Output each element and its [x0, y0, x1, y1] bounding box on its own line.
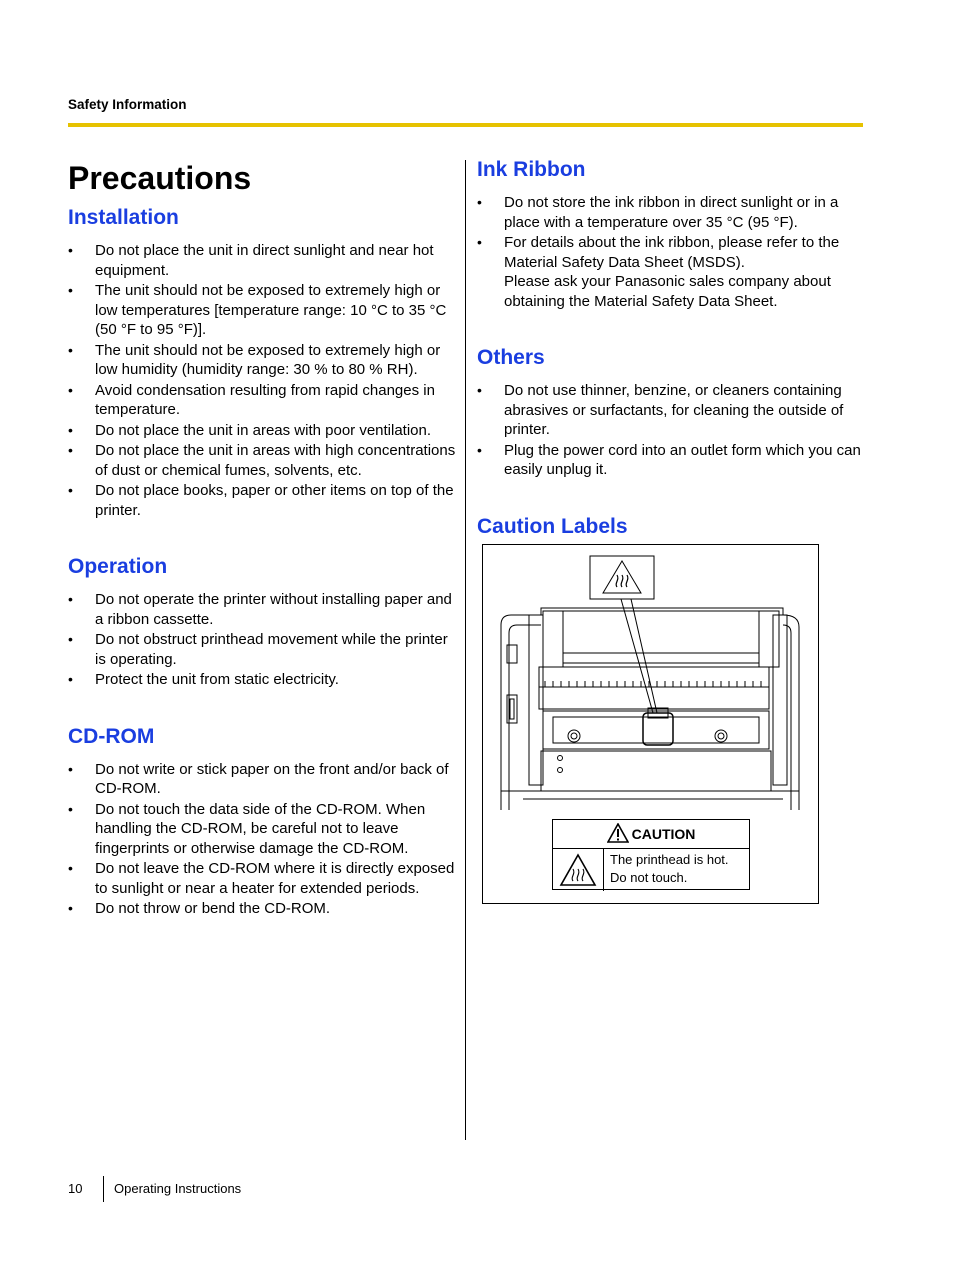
list-item: • Do not touch the data side of the CD-ROM. When handling the CD-ROM, be careful not to leave fingerprints or otherwise damage the CD-ROM.	[68, 800, 458, 859]
list-item: • The unit should not be exposed to extremely high or low temperatures [temperature range: 10 °C to 35 °C (50 °F to 95 °F)].	[68, 281, 458, 340]
hot-surface-warning-icon	[553, 849, 604, 891]
ink-ribbon-list	[477, 193, 869, 311]
installation-heading: Installation	[68, 206, 179, 229]
page-title: Precautions	[68, 160, 252, 196]
list-item: • Do not operate the printer without installing paper and a ribbon cassette.	[68, 590, 458, 629]
operation-heading: Operation	[68, 555, 168, 578]
list-item: • The unit should not be exposed to extremely high or low humidity (humidity range: 30 % to 80 % RH).	[68, 341, 458, 380]
footer-divider	[103, 1176, 104, 1202]
list-item: • Do not leave the CD-ROM where it is directly exposed to sunlight or near a heater for extended periods.	[68, 859, 458, 898]
list-item: • Do not place books, paper or other items on top of the printer.	[68, 481, 458, 520]
list-item: • Avoid condensation resulting from rapid changes in temperature.	[68, 381, 458, 420]
list-item: • For details about the ink ribbon, please refer to the Material Safety Data Sheet (MSDS). Please ask your Panasonic sales company about obtaining the Material Safety Data Sheet.	[477, 233, 869, 311]
footer-doc-title: Operating Instructions	[114, 1181, 242, 1196]
cdrom-heading: CD-ROM	[68, 724, 155, 748]
list-item: • Do not place the unit in direct sunlight and near hot equipment.	[68, 241, 458, 280]
caution-label-title: CAUTION	[631, 826, 696, 842]
others-list	[477, 381, 869, 480]
list-item: • Plug the power cord into an outlet form which you can easily unplug it.	[477, 441, 869, 480]
list-item: • Do not place the unit in areas with high concentrations of dust or chemical fumes, solvents, etc.	[68, 441, 458, 480]
list-item: • Do not use thinner, benzine, or cleaners containing abrasives or surfactants, for cleaning the outside of printer.	[477, 381, 869, 440]
warning-triangle-icon	[607, 823, 629, 846]
column-divider	[465, 160, 466, 1140]
list-item: • Protect the unit from static electricity.	[68, 670, 458, 690]
list-item: • Do not obstruct printhead movement while the printer is operating.	[68, 630, 458, 669]
operation-list	[68, 590, 458, 690]
right-column	[477, 156, 869, 550]
ink-ribbon-heading: Ink Ribbon	[477, 158, 586, 181]
running-header: Safety Information	[68, 97, 187, 112]
caution-labels-heading: Caution Labels	[477, 514, 628, 538]
list-item: • Do not write or stick paper on the front and/or back of CD-ROM.	[68, 760, 458, 799]
left-column	[68, 158, 458, 920]
page-number: 10	[68, 1181, 83, 1196]
header-rule	[68, 123, 863, 127]
list-item: • Do not store the ink ribbon in direct sunlight or in a place with a temperature over 35 °C (95 °F).	[477, 193, 869, 232]
caution-label-text: The printhead is hot. Do not touch.	[610, 852, 729, 885]
caution-label-header	[553, 820, 749, 849]
list-item: • Do not throw or bend the CD-ROM.	[68, 899, 458, 919]
cdrom-list	[68, 760, 458, 919]
list-item: • Do not place the unit in areas with poor ventilation.	[68, 421, 458, 441]
installation-list	[68, 241, 458, 520]
caution-label	[552, 819, 750, 890]
others-heading: Others	[477, 346, 545, 369]
